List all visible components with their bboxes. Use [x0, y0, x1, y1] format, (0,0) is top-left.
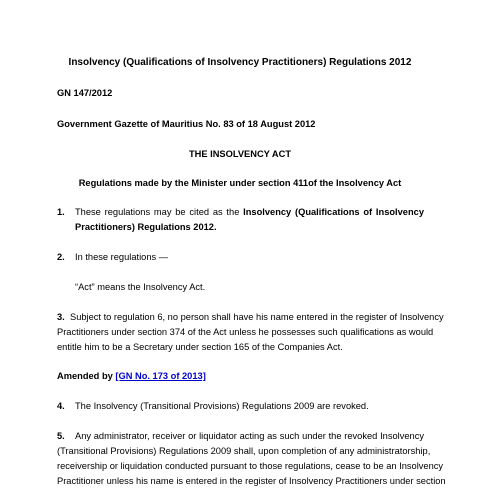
amendment-note [57, 370, 206, 384]
reg3-line2: Practitioners under section 374 of the Act unless he possesses such qualifications as would [57, 327, 434, 337]
amendment-link[interactable]: [GN No. 173 of 2013] [115, 371, 206, 381]
gn-number: GN 147/2012 [57, 88, 113, 98]
reg1-number: 1. [57, 207, 65, 217]
reg3-number: 3. [57, 312, 65, 322]
reg2-definition: “Act” means the Insolvency Act. [75, 282, 206, 292]
reg1-text: These regulations may be cited as the [75, 207, 244, 217]
reg5-number: 5. [57, 431, 65, 441]
reg5-line2: (Transitional Provisions) Regulations 2009 shall, upon completion of any administratorship, [57, 446, 431, 456]
gazette-reference: Government Gazette of Mauritius No. 83 of 18 August 2012 [57, 119, 316, 129]
reg2-number: 2. [57, 252, 65, 262]
reg1-short-title-part2: Practitioners) Regulations 2012. [75, 222, 217, 232]
reg2-text: In these regulations — [75, 252, 169, 262]
made-by-statement: Regulations made by the Minister under section 411of the Insolvency Act [78, 178, 402, 188]
reg5-line4: Practitioner unless his name is entered in the register of Insolvency Practitioners under section [57, 476, 446, 486]
act-heading: THE INSOLVENCY ACT [188, 149, 292, 159]
reg5-line1: Any administrator, receiver or liquidator acting as such under the revoked Insolvency [75, 431, 424, 441]
reg1-line1 [75, 206, 424, 220]
reg4-number: 4. [57, 401, 65, 411]
reg4-text: The Insolvency (Transitional Provisions) Regulations 2009 are revoked. [75, 401, 369, 411]
reg1-short-title-part1: Insolvency (Qualifications of Insolvency [243, 207, 424, 217]
reg3-line1: Subject to regulation 6, no person shall have his name entered in the register of Insolvency [70, 312, 444, 322]
reg5-line3: receivership or liquidation conducted pursuant to those regulations, cease to be an Insolvency [57, 461, 444, 471]
document-title: Insolvency (Qualifications of Insolvency Practitioners) Regulations 2012 [68, 57, 412, 68]
amended-by-label: Amended by [57, 371, 116, 381]
reg3-line3: entitle him to be a Secretary under section 165 of the Companies Act. [57, 342, 343, 352]
